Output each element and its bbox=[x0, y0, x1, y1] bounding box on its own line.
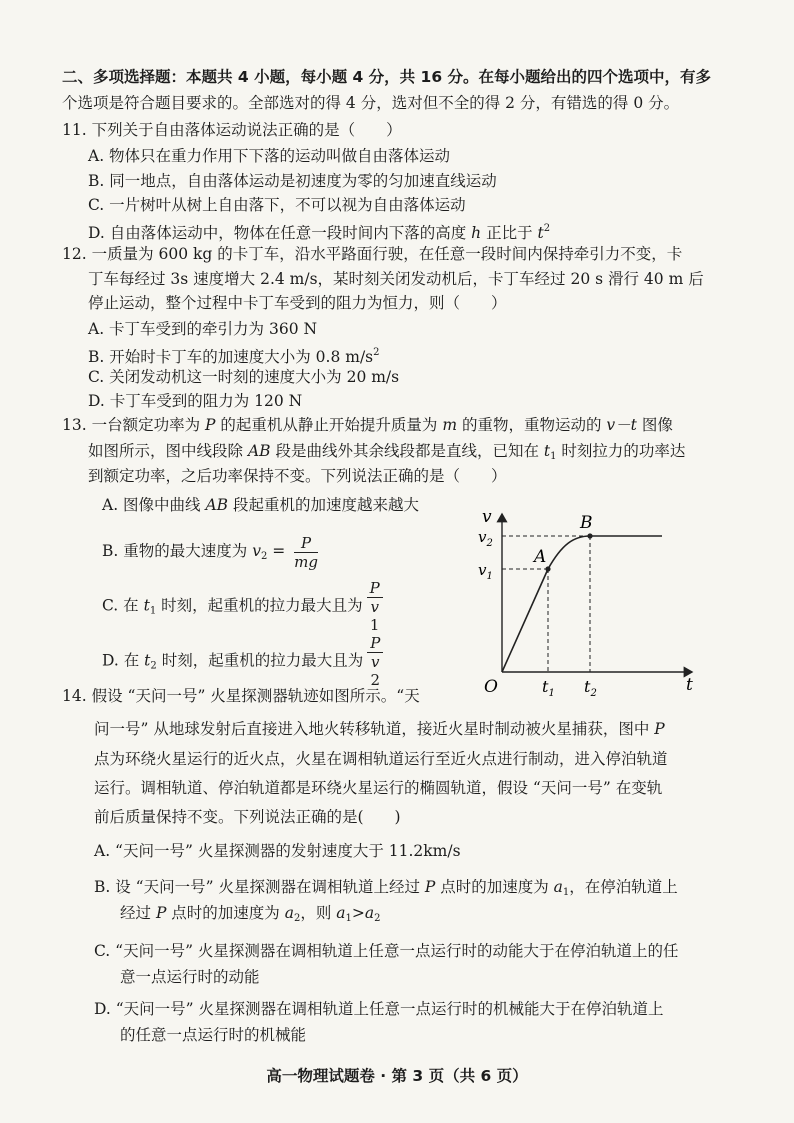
v1-label-sub: 1 bbox=[486, 571, 493, 582]
q12-line1 bbox=[62, 243, 682, 265]
q13-option-c-sub: 1 bbox=[149, 605, 157, 617]
q12-option-b-text: B. 开始时卡丁车的加速度大小为 0.8 m/s bbox=[88, 348, 374, 366]
q11-number: 11. bbox=[62, 121, 87, 139]
q11-option-a bbox=[88, 145, 450, 167]
q11-option-d-text: D. 自由落体运动中，物体在任意一段时间内下落的高度 bbox=[88, 224, 472, 242]
q14-option-b-line2 bbox=[120, 902, 381, 930]
q13-option-b-den: mg bbox=[294, 552, 318, 571]
q13-option-d-num: P bbox=[370, 634, 381, 652]
q13-option-d-fraction bbox=[367, 634, 383, 689]
q14-option-a-text: A. “天问一号” 火星探测器的发射速度大于 11.2km/s bbox=[94, 842, 461, 860]
t1-label-t: t bbox=[542, 677, 549, 696]
q14-line3 bbox=[94, 748, 668, 770]
q13-option-a bbox=[102, 494, 419, 516]
q13-option-b-num: P bbox=[301, 533, 312, 552]
q14-option-c-line2 bbox=[120, 966, 260, 988]
q12-number: 12. bbox=[62, 245, 87, 263]
q12-line3 bbox=[88, 292, 507, 314]
section-instructions-line2: 个选项是符合题目要求的。全部选对的得 4 分，选对但不全的得 2 分，有错选的得 0 分。 bbox=[62, 94, 680, 112]
q13-option-c-t: t bbox=[143, 596, 150, 615]
q14-line4 bbox=[94, 777, 662, 799]
v1-label-v: v bbox=[478, 561, 487, 579]
q14-option-d-text1: D. “天问一号” 火星探测器在调相轨道上任意一点运行时的机械能大于在停泊轨道上 bbox=[94, 1000, 664, 1018]
v1-label bbox=[478, 561, 493, 582]
q11-option-d-mid: 正比于 bbox=[481, 224, 538, 242]
linear-segment bbox=[502, 569, 548, 672]
q11-stem bbox=[62, 119, 402, 141]
q14-line3-text: 点为环绕火星运行的近火点，火星在调相轨道运行至近火点进行制动，进入停泊轨道 bbox=[94, 750, 668, 768]
q14-line2-p: P bbox=[654, 720, 665, 738]
q13-option-c-den: v bbox=[370, 598, 379, 616]
point-a-label: A bbox=[534, 547, 547, 567]
q14-option-b-p: P bbox=[424, 878, 436, 896]
q14-line5 bbox=[94, 806, 401, 828]
q14-option-b-pre: B. 设 “天问一号” 火星探测器在调相轨道上经过 bbox=[94, 878, 425, 896]
q14-option-b2-p: P bbox=[155, 904, 167, 922]
q13-l2-ab: AB bbox=[247, 442, 271, 460]
q12-option-a-text: A. 卡丁车受到的牵引力为 360 N bbox=[88, 320, 318, 338]
q13-l2c: 时刻拉力的功率达 bbox=[556, 442, 686, 460]
v2-label-v: v bbox=[478, 528, 487, 546]
q14-option-b2-a2-sub: 2 bbox=[374, 913, 381, 924]
q14-option-c-text2: 意一点运行时的动能 bbox=[120, 968, 260, 986]
q13-option-c-den-sub: 1 bbox=[369, 616, 380, 634]
v2-label bbox=[478, 528, 493, 549]
q12-option-a bbox=[88, 318, 317, 340]
q11-option-d-t: t bbox=[537, 224, 544, 242]
q13-number: 13. bbox=[62, 416, 87, 434]
q14-line2 bbox=[94, 718, 665, 740]
q14-option-b-mid: 点时的加速度为 bbox=[435, 878, 554, 896]
q14-option-b2-a-sub: 2 bbox=[293, 913, 301, 924]
q13-l1-m: m bbox=[442, 416, 458, 434]
q11-option-b bbox=[88, 170, 497, 192]
q13-option-d-sub: 2 bbox=[150, 660, 157, 672]
q13-option-d-pre: D. 在 bbox=[102, 651, 145, 670]
q12-option-b bbox=[88, 342, 380, 368]
q14-option-b-post: ，在停泊轨道上 bbox=[569, 878, 678, 896]
q13-line2 bbox=[88, 440, 685, 468]
q14-option-d-line1 bbox=[94, 998, 664, 1020]
q13-l1-p: P bbox=[205, 416, 216, 434]
q13-l1b: 的起重机从静止开始提升质量为 bbox=[215, 416, 443, 434]
q14-option-b2-a1: a bbox=[336, 904, 346, 922]
q13-option-d bbox=[102, 634, 383, 689]
q13-option-c-num: P bbox=[369, 579, 380, 597]
q13-option-a-pre: A. 图像中曲线 bbox=[102, 496, 206, 514]
q13-option-b-eq: = bbox=[267, 542, 291, 560]
q14-option-a bbox=[94, 840, 461, 862]
q13-option-c-post: 时刻，起重机的拉力最大且为 bbox=[156, 596, 363, 615]
q12-line2 bbox=[88, 268, 704, 290]
q13-option-d-den: v bbox=[371, 653, 380, 671]
q14-option-b2-pre: 经过 bbox=[120, 904, 156, 922]
q14-option-b2-a: a bbox=[284, 904, 294, 922]
q11-stem-text: 下列关于自由落体运动说法正确的是（ ） bbox=[91, 121, 402, 139]
section-heading bbox=[62, 66, 711, 88]
q13-option-b-sub: 2 bbox=[260, 551, 268, 562]
q13-l2-t: t bbox=[543, 442, 551, 460]
q12-line3-text: 停止运动，整个过程中卡丁车受到的阻力为恒力，则（ ） bbox=[88, 294, 507, 312]
q14-option-b2-then: ，则 bbox=[300, 904, 337, 922]
q13-l1-vt: v－t bbox=[606, 416, 637, 434]
q13-option-a-post: 段起重机的加速度越来越大 bbox=[228, 496, 420, 514]
q13-option-b bbox=[102, 531, 318, 577]
x-axis-label: t bbox=[686, 675, 693, 695]
q14-option-b2-a2: a bbox=[364, 904, 375, 922]
point-b-dot bbox=[587, 533, 592, 538]
q14-option-c-text1: C. “天问一号” 火星探测器在调相轨道上任意一点运行时的动能大于在停泊轨道上的任 bbox=[94, 942, 679, 960]
q14-line2-text: 问一号” 从地球发射后直接进入地火转移轨道，接近火星时制动被火星捕获，图中 bbox=[94, 720, 655, 738]
q14-line4-text: 运行。调相轨道、停泊轨道都是环绕火星运行的椭圆轨道，假设 “天问一号” 在变轨 bbox=[94, 779, 663, 797]
q14-option-d-line2 bbox=[120, 1024, 306, 1046]
q11-option-c bbox=[88, 194, 466, 216]
section-instructions bbox=[62, 92, 679, 114]
v2-label-sub: 2 bbox=[486, 538, 493, 549]
y-axis-label: v bbox=[482, 507, 492, 527]
q12-option-c bbox=[88, 366, 399, 388]
q11-option-d bbox=[88, 218, 550, 244]
q14-option-b-a-sub: 1 bbox=[562, 887, 570, 898]
q13-option-d-t: t bbox=[144, 651, 151, 670]
q13-line3-text: 到额定功率，之后功率保持不变。下列说法正确的是（ ） bbox=[88, 467, 507, 485]
q14-option-c-line1 bbox=[94, 940, 678, 962]
q14-option-b2-gt: > bbox=[351, 904, 365, 922]
q12-option-b-exp: 2 bbox=[373, 347, 380, 358]
q13-line3 bbox=[88, 465, 507, 487]
section-heading-line1: 二、多项选择题：本题共 4 小题，每小题 4 分，共 16 分。在每小题给出的四个选项中，有多 bbox=[62, 68, 712, 86]
q13-l1d: 图像 bbox=[636, 416, 673, 434]
t1-label-sub: 1 bbox=[548, 688, 555, 699]
q14-option-b-line1 bbox=[94, 876, 678, 904]
q13-option-c-fraction bbox=[367, 579, 383, 634]
q13-line1 bbox=[62, 414, 673, 436]
q13-l1a: 一台额定功率为 bbox=[91, 416, 206, 434]
q11-option-a-text: A. 物体只在重力作用下下落的运动叫做自由落体运动 bbox=[88, 147, 451, 165]
q11-option-b-text: B. 同一地点，自由落体运动是初速度为零的匀加速直线运动 bbox=[88, 172, 497, 190]
t2-label bbox=[584, 677, 597, 699]
q14-number: 14. bbox=[62, 687, 87, 705]
t2-label-sub: 2 bbox=[590, 688, 597, 699]
q12-option-d-text: D. 卡丁车受到的阻力为 120 N bbox=[88, 392, 303, 410]
q13-l2b: 段是曲线外其余线段都是直线，已知在 bbox=[270, 442, 544, 460]
q14-option-b2-a1-sub: 1 bbox=[345, 913, 352, 924]
t1-label bbox=[542, 677, 555, 699]
q13-l2-sub: 1 bbox=[550, 451, 557, 462]
q14-option-d-text2: 的任意一点运行时的机械能 bbox=[120, 1026, 307, 1044]
q13-option-b-pre: B. 重物的最大速度为 bbox=[102, 542, 253, 560]
q11-option-d-exp: 2 bbox=[543, 223, 551, 234]
origin-label: O bbox=[484, 677, 498, 697]
q13-option-a-ab: AB bbox=[205, 496, 229, 514]
q14-option-b2-mid: 点时的加速度为 bbox=[166, 904, 285, 922]
point-a-dot bbox=[545, 566, 550, 571]
q14-option-b-a: a bbox=[553, 878, 563, 896]
q13-l1c: 的重物，重物运动的 bbox=[457, 416, 607, 434]
vt-graph bbox=[470, 500, 700, 700]
q11-option-c-text: C. 一片树叶从树上自由落下，不可以视为自由落体运动 bbox=[88, 196, 466, 214]
q12-option-d bbox=[88, 390, 302, 412]
q14-line1 bbox=[62, 685, 420, 707]
q13-option-c-pre: C. 在 bbox=[102, 596, 144, 615]
q14-line1-text: 假设 “天问一号” 火星探测器轨迹如图所示。“天 bbox=[91, 687, 420, 705]
q12-option-c-text: C. 关闭发动机这一时刻的速度大小为 20 m/s bbox=[88, 368, 400, 386]
q14-line5-text: 前后质量保持不变。下列说法正确的是( ) bbox=[94, 808, 401, 826]
page-footer: 高一物理试题卷 · 第 3 页（共 6 页） bbox=[266, 1067, 528, 1085]
q12-line1-text: 一质量为 600 kg 的卡丁车，沿水平路面行驶，在任意一段时间内保持牵引力不变，卡 bbox=[91, 245, 683, 263]
curve-segment-ab bbox=[548, 536, 590, 569]
q13-option-d-den-sub: 2 bbox=[370, 671, 381, 689]
q13-l2a: 如图所示，图中线段除 bbox=[88, 442, 248, 460]
q13-option-c bbox=[102, 579, 383, 634]
q11-option-d-h: h bbox=[471, 224, 482, 242]
q13-option-b-fraction bbox=[294, 534, 318, 571]
point-b-label: B bbox=[580, 513, 593, 533]
q13-option-d-post: 时刻，起重机的拉力最大且为 bbox=[156, 651, 364, 670]
t2-label-t: t bbox=[584, 677, 591, 696]
q12-line2-text: 丁车每经过 3s 速度增大 2.4 m/s，某时刻关闭发动机后，卡丁车经过 20 s 滑行 40 m 后 bbox=[88, 270, 704, 288]
q13-option-b-v: v bbox=[252, 542, 261, 560]
